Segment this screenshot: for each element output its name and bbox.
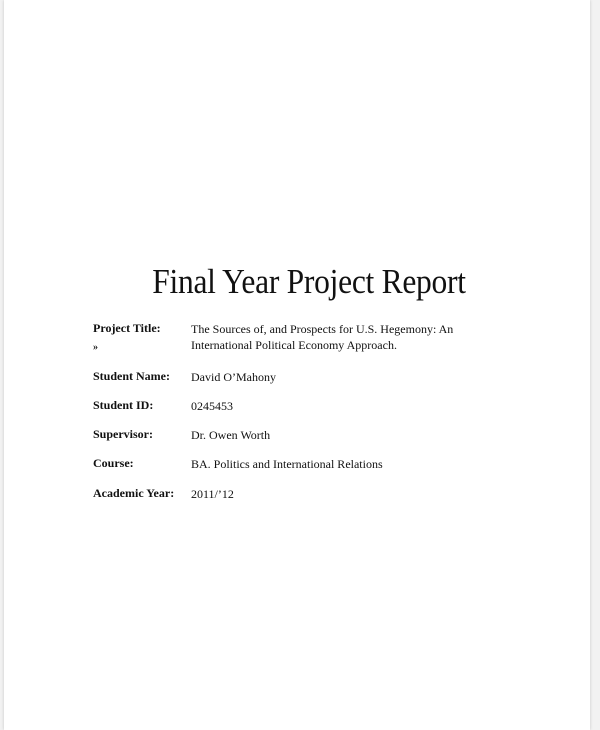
- project-title-label: Project Title:: [93, 321, 161, 335]
- student-name-label: Student Name:: [93, 369, 170, 383]
- project-title-value: The Sources of, and Prospects for U.S. Hegemony: An International Political Economy Approach.: [191, 322, 454, 352]
- student-id-label: Student ID:: [93, 398, 154, 412]
- course-value: BA. Politics and International Relations: [191, 457, 383, 471]
- stray-mark: »: [93, 342, 98, 353]
- report-title: Final Year Project Report: [152, 262, 466, 301]
- supervisor-value: Dr. Owen Worth: [191, 428, 271, 442]
- course-label: Course:: [93, 456, 134, 470]
- academic-year-value: 2011/’12: [191, 487, 234, 501]
- supervisor-label: Supervisor:: [93, 427, 153, 441]
- academic-year-label: Academic Year:: [93, 486, 175, 500]
- student-id-value: 0245453: [191, 399, 233, 413]
- student-name-value: David O’Mahony: [191, 370, 276, 384]
- document-page: [4, 0, 590, 730]
